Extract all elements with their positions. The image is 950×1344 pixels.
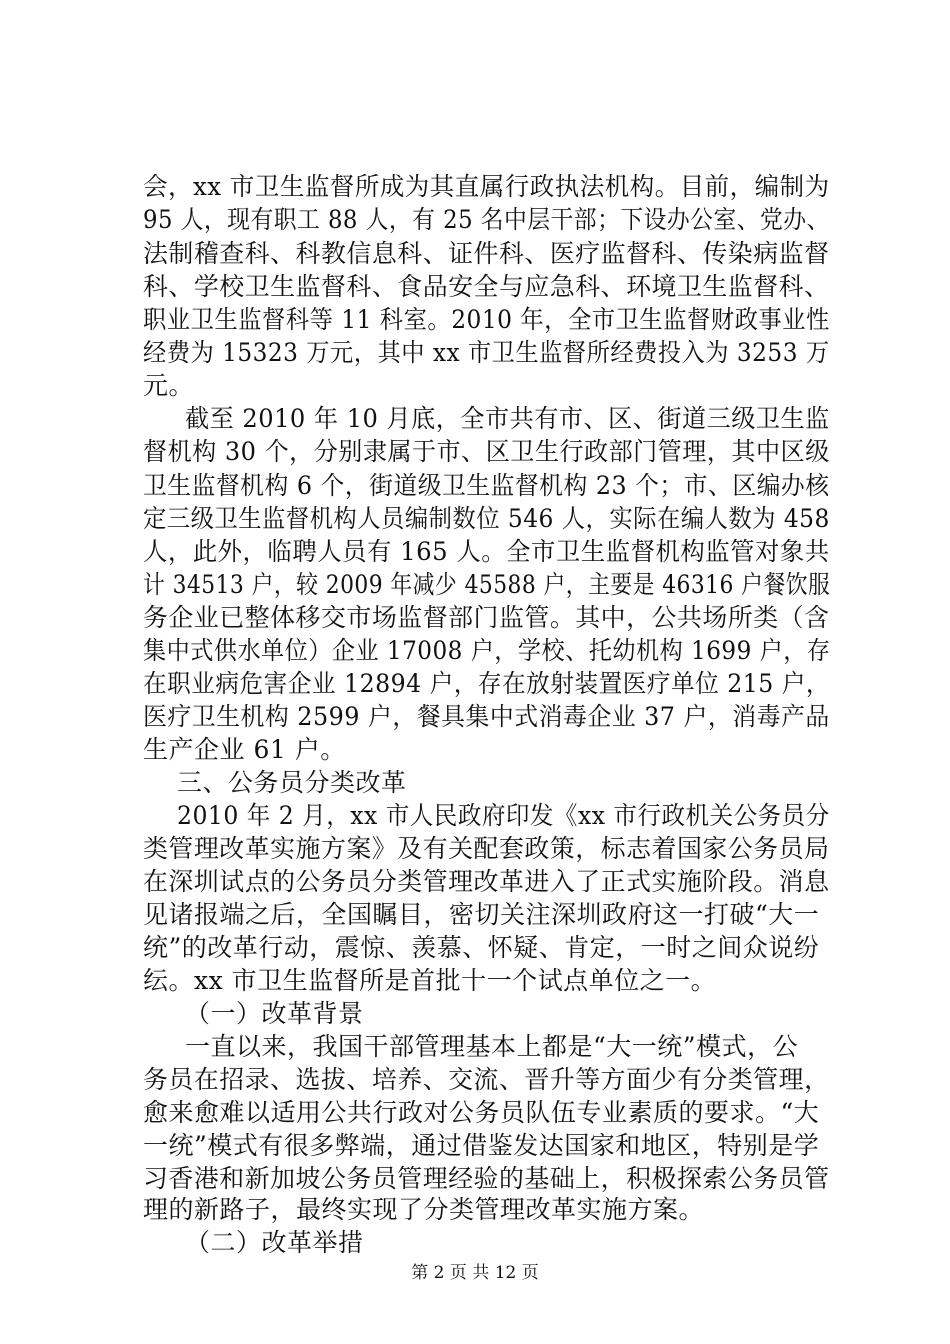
text-line: 一直以来，我国干部管理基本上都是“大一统”模式，公 [185,1032,799,1061]
text-line: 集中式供水单位）企业 17008 户，学校、托幼机构 1699 户，存 [143,636,831,665]
text-line: 在职业病危害企业 12894 户，存在放射装置医疗单位 215 户， [143,669,831,698]
text-line: 统”的改革行动，震惊、羡慕、怀疑、肯定，一时之间众说纷 [143,933,820,962]
text-line: 习香港和新加坡公务员管理经验的基础上，积极探索公务员管 [143,1164,830,1193]
text-line: 纭。xx 市卫生监督所是首批十一个试点单位之一。 [143,966,717,995]
text-line: 一统”模式有很多弊端，通过借鉴发达国家和地区，特别是学 [143,1131,820,1160]
text-line: 务员在招录、选拔、培养、交流、晋升等方面少有分类管理， [143,1065,830,1094]
text-line: 元。 [143,371,195,400]
text-line: 科、学校卫生监督科、食品安全与应急科、环境卫生监督科、 [143,272,830,301]
subsection-heading: （一）改革背景 [185,999,364,1028]
text-line: 务企业已整体移交市场监督部门监管。其中，公共场所类（含 [143,603,830,632]
text-line: 定三级卫生监督机构人员编制数位 546 人，实际在编人数为 458 [143,504,830,533]
subsection-heading: （二）改革举措 [185,1228,364,1257]
text-line: 督机构 30 个，分别隶属于市、区卫生行政部门管理，其中区级 [143,437,830,466]
text-line: 见诸报端之后，全国瞩目，密切关注深圳政府这一打破“大一 [143,900,820,929]
text-line: 人，此外，临聘人员有 165 人。全市卫生监督机构监管对象共 [143,537,830,566]
text-line: 卫生监督机构 6 个，街道级卫生监督机构 23 个；市、区编办核 [143,471,830,500]
text-line: 截至 2010 年 10 月底，全市共有市、区、街道三级卫生监 [185,404,830,433]
text-line: 95 人，现有职工 88 人，有 25 名中层干部；下设办公室、党办、 [143,205,830,234]
text-line: 愈来愈难以适用公共行政对公务员队伍专业素质的要求。“大 [143,1098,820,1127]
page-number-footer: 第 2 页 共 12 页 [411,1263,539,1283]
text-line: 在深圳试点的公务员分类管理改革进入了正式实施阶段。消息 [143,867,830,896]
text-line: 计 34513 户，较 2009 年减少 45588 户，主要是 46316 户餐饮服 [143,570,831,599]
text-line: 经费为 15323 万元，其中 xx 市卫生监督所经费投入为 3253 万 [143,338,830,367]
section-heading: 三、公务员分类改革 [177,768,407,797]
text-line: 法制稽查科、科教信息科、证件科、医疗监督科、传染病监督 [143,239,830,268]
text-line: 生产企业 61 户。 [143,735,346,764]
text-line: 职业卫生监督科等 11 科室。2010 年，全市卫生监督财政事业性 [143,305,830,334]
text-line: 2010 年 2 月，xx 市人民政府印发《xx 市行政机关公务员分 [177,801,830,830]
text-line: 理的新路子，最终实现了分类管理改革实施方案。 [143,1195,705,1224]
text-line: 会，xx 市卫生监督所成为其直属行政执法机构。目前，编制为 [143,172,830,201]
text-line: 类管理改革实施方案》及有关配套政策，标志着国家公务员局 [143,834,830,863]
text-line: 医疗卫生机构 2599 户，餐具集中式消毒企业 37 户，消毒产品 [143,702,830,731]
